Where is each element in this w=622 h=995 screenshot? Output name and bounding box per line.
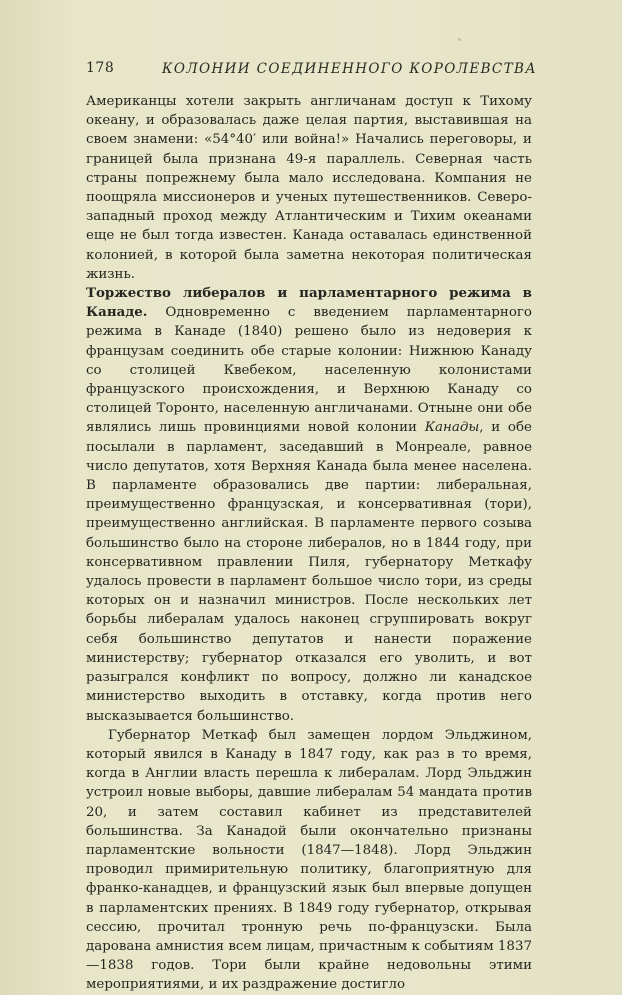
paragraph-2 <box>86 284 532 726</box>
body-text <box>86 92 532 995</box>
paragraph-2-text-b: , и обе посылали в парламент, заседавший в Монреале, равное число депутатов, хотя Верхняя Канада была менее населена. В парламенте образовались две партии: либеральная, преимущественно французская, и консервативная (тори), преимущественно английская. В парламенте первого созыва большинство было на стороне либералов, но в 1844 году, при консервативном правлении Пиля, губернатору Меткафу удалось провести в парламент большое число тори, из среды которых он и назначил министров. После нескольких лет борьбы либералам удалось наконец сгруппировать вокруг себя большинство депутатов и нанести поражение министерству; губернатор отказался его уволить, и вот разыгрался конфликт по вопросу, должно ли канадское министерство выходить в отставку, когда против него высказывается большинство. <box>86 420 532 724</box>
paragraph-2-text-a: Одновременно с введением парламентарного режима в Канаде (1840) решено было из недоверия к французам соединить обе старые колонии: Нижнюю Канаду со столицей Квебеком, населенную колонистами французского происхождения, и Верхнюю Канаду со столицей Торонто, населенную англичанами. Отныне они обе являлись лишь провинциями новой колонии <box>86 305 532 436</box>
paragraph-1: Американцы хотели закрыть англичанам доступ к Тихому океану, и образовалась даже целая партия, выставившая на своем знамени: «54°40′ или война!» Начались переговоры, и границей была признана 49-я параллель. Северная часть страны попрежнему была мало исследована. Компания не поощряла миссионеров и ученых путешественников. Северо-западный проход между Атлантическим и Тихим океанами еще не был тогда известен. Канада оставалась единственной колонией, в которой была заметна некоторая политическая жизнь. <box>86 94 532 282</box>
section-rubric: Торжество либералов и парламентарного режима в Канаде. <box>86 285 532 321</box>
page-header <box>86 60 546 82</box>
emphasized-word: Канады <box>424 420 480 436</box>
paper-speck <box>458 38 461 41</box>
paragraph-3: Губернатор Меткаф был замещен лордом Эльджином, который явился в Канаду в 1847 году, как раз в то время, когда в Англии власть перешла к либералам. Лорд Эльджин устроил новые выборы, давшие либералам 54 мандата против 20, и затем составил кабинет из представителей большинства. За Канадой были окончательно признаны парламентские вольности (1847—1848). Лорд Эльджин проводил примирительную политику, благоприятную для франко-канадцев, и французский язык был впервые допущен в парламентских прениях. В 1849 году губернатор, открывая сессию, прочитал тронную речь по-французски. Была дарована амнистия всем лицам, причастным к событиям 1837—1838 годов. Тори были крайне недовольны этими мероприятиями, и их раздражение достигло <box>86 727 532 993</box>
running-title: КОЛОНИИ СОЕДИНЕННОГО КОРОЛЕВСТВА <box>162 61 537 77</box>
page-number: 178 <box>86 60 115 76</box>
